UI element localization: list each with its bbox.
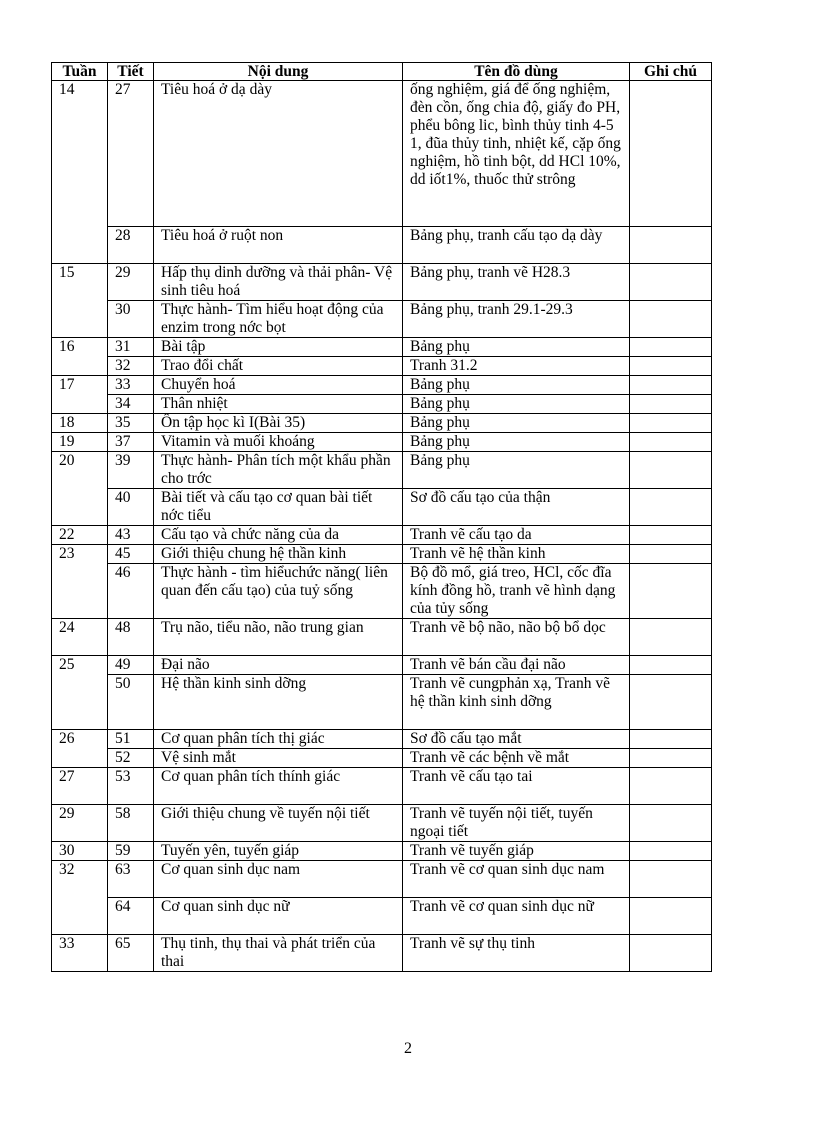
note-cell [630,526,712,545]
equipment-cell: Bảng phụ [403,395,630,414]
week-cell: 20 [52,452,108,526]
equipment-cell: Bảng phụ [403,414,630,433]
equipment-cell: Tranh vẽ các bệnh về mắt [403,749,630,768]
week-cell: 14 [52,81,108,264]
header-equipment: Tên đồ dùng [403,63,630,81]
note-cell [630,395,712,414]
note-cell [630,376,712,395]
table-row [52,395,712,414]
period-cell: 35 [108,414,154,433]
period-cell: 30 [108,301,154,338]
period-cell: 64 [108,898,154,935]
week-cell: 18 [52,414,108,433]
equipment-cell: Bảng phụ, tranh cấu tạo dạ dày [403,227,630,264]
note-cell [630,545,712,564]
table-row [52,656,712,675]
period-cell: 52 [108,749,154,768]
week-cell: 15 [52,264,108,338]
week-cell: 23 [52,545,108,619]
schedule-table [51,62,712,972]
table-row [52,935,712,972]
table-row [52,730,712,749]
note-cell [630,675,712,730]
period-cell: 29 [108,264,154,301]
table-row [52,545,712,564]
note-cell [630,81,712,227]
table-row [52,452,712,489]
note-cell [630,805,712,842]
table-row [52,81,712,227]
content-cell: Trao đổi chất [154,357,403,376]
equipment-cell: Tranh vẽ hệ thần kinh [403,545,630,564]
equipment-cell: Bộ đồ mổ, giá treo, HCl, cốc đĩa kính đồng hồ, tranh vẽ hình dạng của tủy sống [403,564,630,619]
equipment-cell: ống nghiệm, giá để ống nghiệm, đèn cồn, ống chia độ, giấy đo PH, phểu bông lic, bình thủy tinh 4-5 1, đũa thủy tinh, nhiệt kế, cặp ống nghiệm, hồ tinh bột, dd HCl 10%, dd iốt1%, thuốc thử strông [403,81,630,227]
week-cell: 26 [52,730,108,768]
equipment-cell: Tranh vẽ tuyến nội tiết, tuyến ngoại tiết [403,805,630,842]
content-cell: Vitamin và muối khoáng [154,433,403,452]
table-row [52,805,712,842]
content-cell: Chuyển hoá [154,376,403,395]
content-cell: Đại não [154,656,403,675]
period-cell: 37 [108,433,154,452]
equipment-cell: Bảng phụ [403,433,630,452]
note-cell [630,338,712,357]
week-cell: 16 [52,338,108,376]
week-cell: 27 [52,768,108,805]
table-row [52,414,712,433]
period-cell: 32 [108,357,154,376]
week-cell: 19 [52,433,108,452]
note-cell [630,414,712,433]
period-cell: 39 [108,452,154,489]
period-cell: 53 [108,768,154,805]
note-cell [630,619,712,656]
equipment-cell: Tranh vẽ bán cầu đại não [403,656,630,675]
content-cell: Cơ quan sinh dục nữ [154,898,403,935]
equipment-cell: Tranh vẽ tuyến giáp [403,842,630,861]
equipment-cell: Bảng phụ, tranh vẽ H28.3 [403,264,630,301]
period-cell: 33 [108,376,154,395]
content-cell: Thụ tinh, thụ thai và phát triển của thai [154,935,403,972]
note-cell [630,452,712,489]
page-number: 2 [404,1040,412,1057]
period-cell: 45 [108,545,154,564]
header-week: Tuần [52,63,108,81]
note-cell [630,861,712,898]
table-row [52,861,712,898]
note-cell [630,301,712,338]
week-cell: 33 [52,935,108,972]
content-cell: Tiêu hoá ở dạ dày [154,81,403,227]
note-cell [630,227,712,264]
table-row [52,357,712,376]
week-cell: 29 [52,805,108,842]
header-row [52,63,712,81]
note-cell [630,898,712,935]
table-row [52,433,712,452]
note-cell [630,768,712,805]
period-cell: 59 [108,842,154,861]
equipment-cell: Bảng phụ [403,376,630,395]
content-cell: Bài tiết và cấu tạo cơ quan bài tiết nớc tiểu [154,489,403,526]
table-row [52,227,712,264]
period-cell: 63 [108,861,154,898]
table-row [52,376,712,395]
table-row [52,749,712,768]
content-cell: Cơ quan phân tích thị giác [154,730,403,749]
content-cell: Trụ não, tiểu não, não trung gian [154,619,403,656]
table-row [52,768,712,805]
content-cell: Thực hành- Phân tích một khẩu phần cho trớc [154,452,403,489]
period-cell: 51 [108,730,154,749]
period-cell: 48 [108,619,154,656]
note-cell [630,730,712,749]
week-cell: 17 [52,376,108,414]
period-cell: 58 [108,805,154,842]
table-row [52,526,712,545]
period-cell: 46 [108,564,154,619]
header-content: Nội dung [154,63,403,81]
equipment-cell: Bảng phụ [403,452,630,489]
note-cell [630,357,712,376]
equipment-cell: Tranh vẽ cungphản xạ, Tranh vẽ hệ thần kinh sinh dỡng [403,675,630,730]
week-cell: 25 [52,656,108,730]
table-row [52,619,712,656]
period-cell: 27 [108,81,154,227]
week-cell: 22 [52,526,108,545]
period-cell: 31 [108,338,154,357]
equipment-cell: Tranh 31.2 [403,357,630,376]
content-cell: Hấp thụ dinh dưỡng và thải phân- Vệ sinh tiêu hoá [154,264,403,301]
period-cell: 49 [108,656,154,675]
table-row [52,564,712,619]
equipment-cell: Sơ đồ cấu tạo của thận [403,489,630,526]
content-cell: Thực hành- Tìm hiểu hoạt động của enzim trong nớc bọt [154,301,403,338]
table-row [52,264,712,301]
period-cell: 28 [108,227,154,264]
table-row [52,301,712,338]
content-cell: Cơ quan sinh dục nam [154,861,403,898]
equipment-cell: Tranh vẽ cấu tạo tai [403,768,630,805]
header-period: Tiết [108,63,154,81]
period-cell: 34 [108,395,154,414]
content-cell: Hệ thần kinh sinh dỡng [154,675,403,730]
equipment-cell: Tranh vẽ cấu tạo da [403,526,630,545]
week-cell: 30 [52,842,108,861]
equipment-cell: Tranh vẽ bộ não, não bộ bổ dọc [403,619,630,656]
content-cell: Vệ sinh mắt [154,749,403,768]
table-row [52,842,712,861]
content-cell: Giới thiệu chung hệ thần kinh [154,545,403,564]
note-cell [630,842,712,861]
header-note: Ghi chú [630,63,712,81]
week-cell: 24 [52,619,108,656]
table-row [52,489,712,526]
table-row [52,898,712,935]
equipment-cell: Tranh vẽ sự thụ tinh [403,935,630,972]
content-cell: Giới thiệu chung về tuyến nội tiết [154,805,403,842]
period-cell: 65 [108,935,154,972]
note-cell [630,264,712,301]
equipment-cell: Tranh vẽ cơ quan sinh dục nam [403,861,630,898]
period-cell: 43 [108,526,154,545]
table-row [52,338,712,357]
content-cell: Cấu tạo và chức năng của da [154,526,403,545]
content-cell: Bài tập [154,338,403,357]
content-cell: Cơ quan phân tích thính giác [154,768,403,805]
note-cell [630,749,712,768]
note-cell [630,433,712,452]
content-cell: Thực hành - tìm hiểuchức năng( liên quan đến cấu tạo) của tuỷ sống [154,564,403,619]
period-cell: 50 [108,675,154,730]
content-cell: Ôn tập học kì I(Bài 35) [154,414,403,433]
content-cell: Thân nhiệt [154,395,403,414]
note-cell [630,564,712,619]
note-cell [630,489,712,526]
equipment-cell: Tranh vẽ cơ quan sinh dục nữ [403,898,630,935]
equipment-cell: Bảng phụ [403,338,630,357]
content-cell: Tiêu hoá ở ruột non [154,227,403,264]
table-row [52,675,712,730]
period-cell: 40 [108,489,154,526]
equipment-cell: Bảng phụ, tranh 29.1-29.3 [403,301,630,338]
content-cell: Tuyến yên, tuyến giáp [154,842,403,861]
note-cell [630,656,712,675]
week-cell: 32 [52,861,108,935]
note-cell [630,935,712,972]
equipment-cell: Sơ đồ cấu tạo mắt [403,730,630,749]
